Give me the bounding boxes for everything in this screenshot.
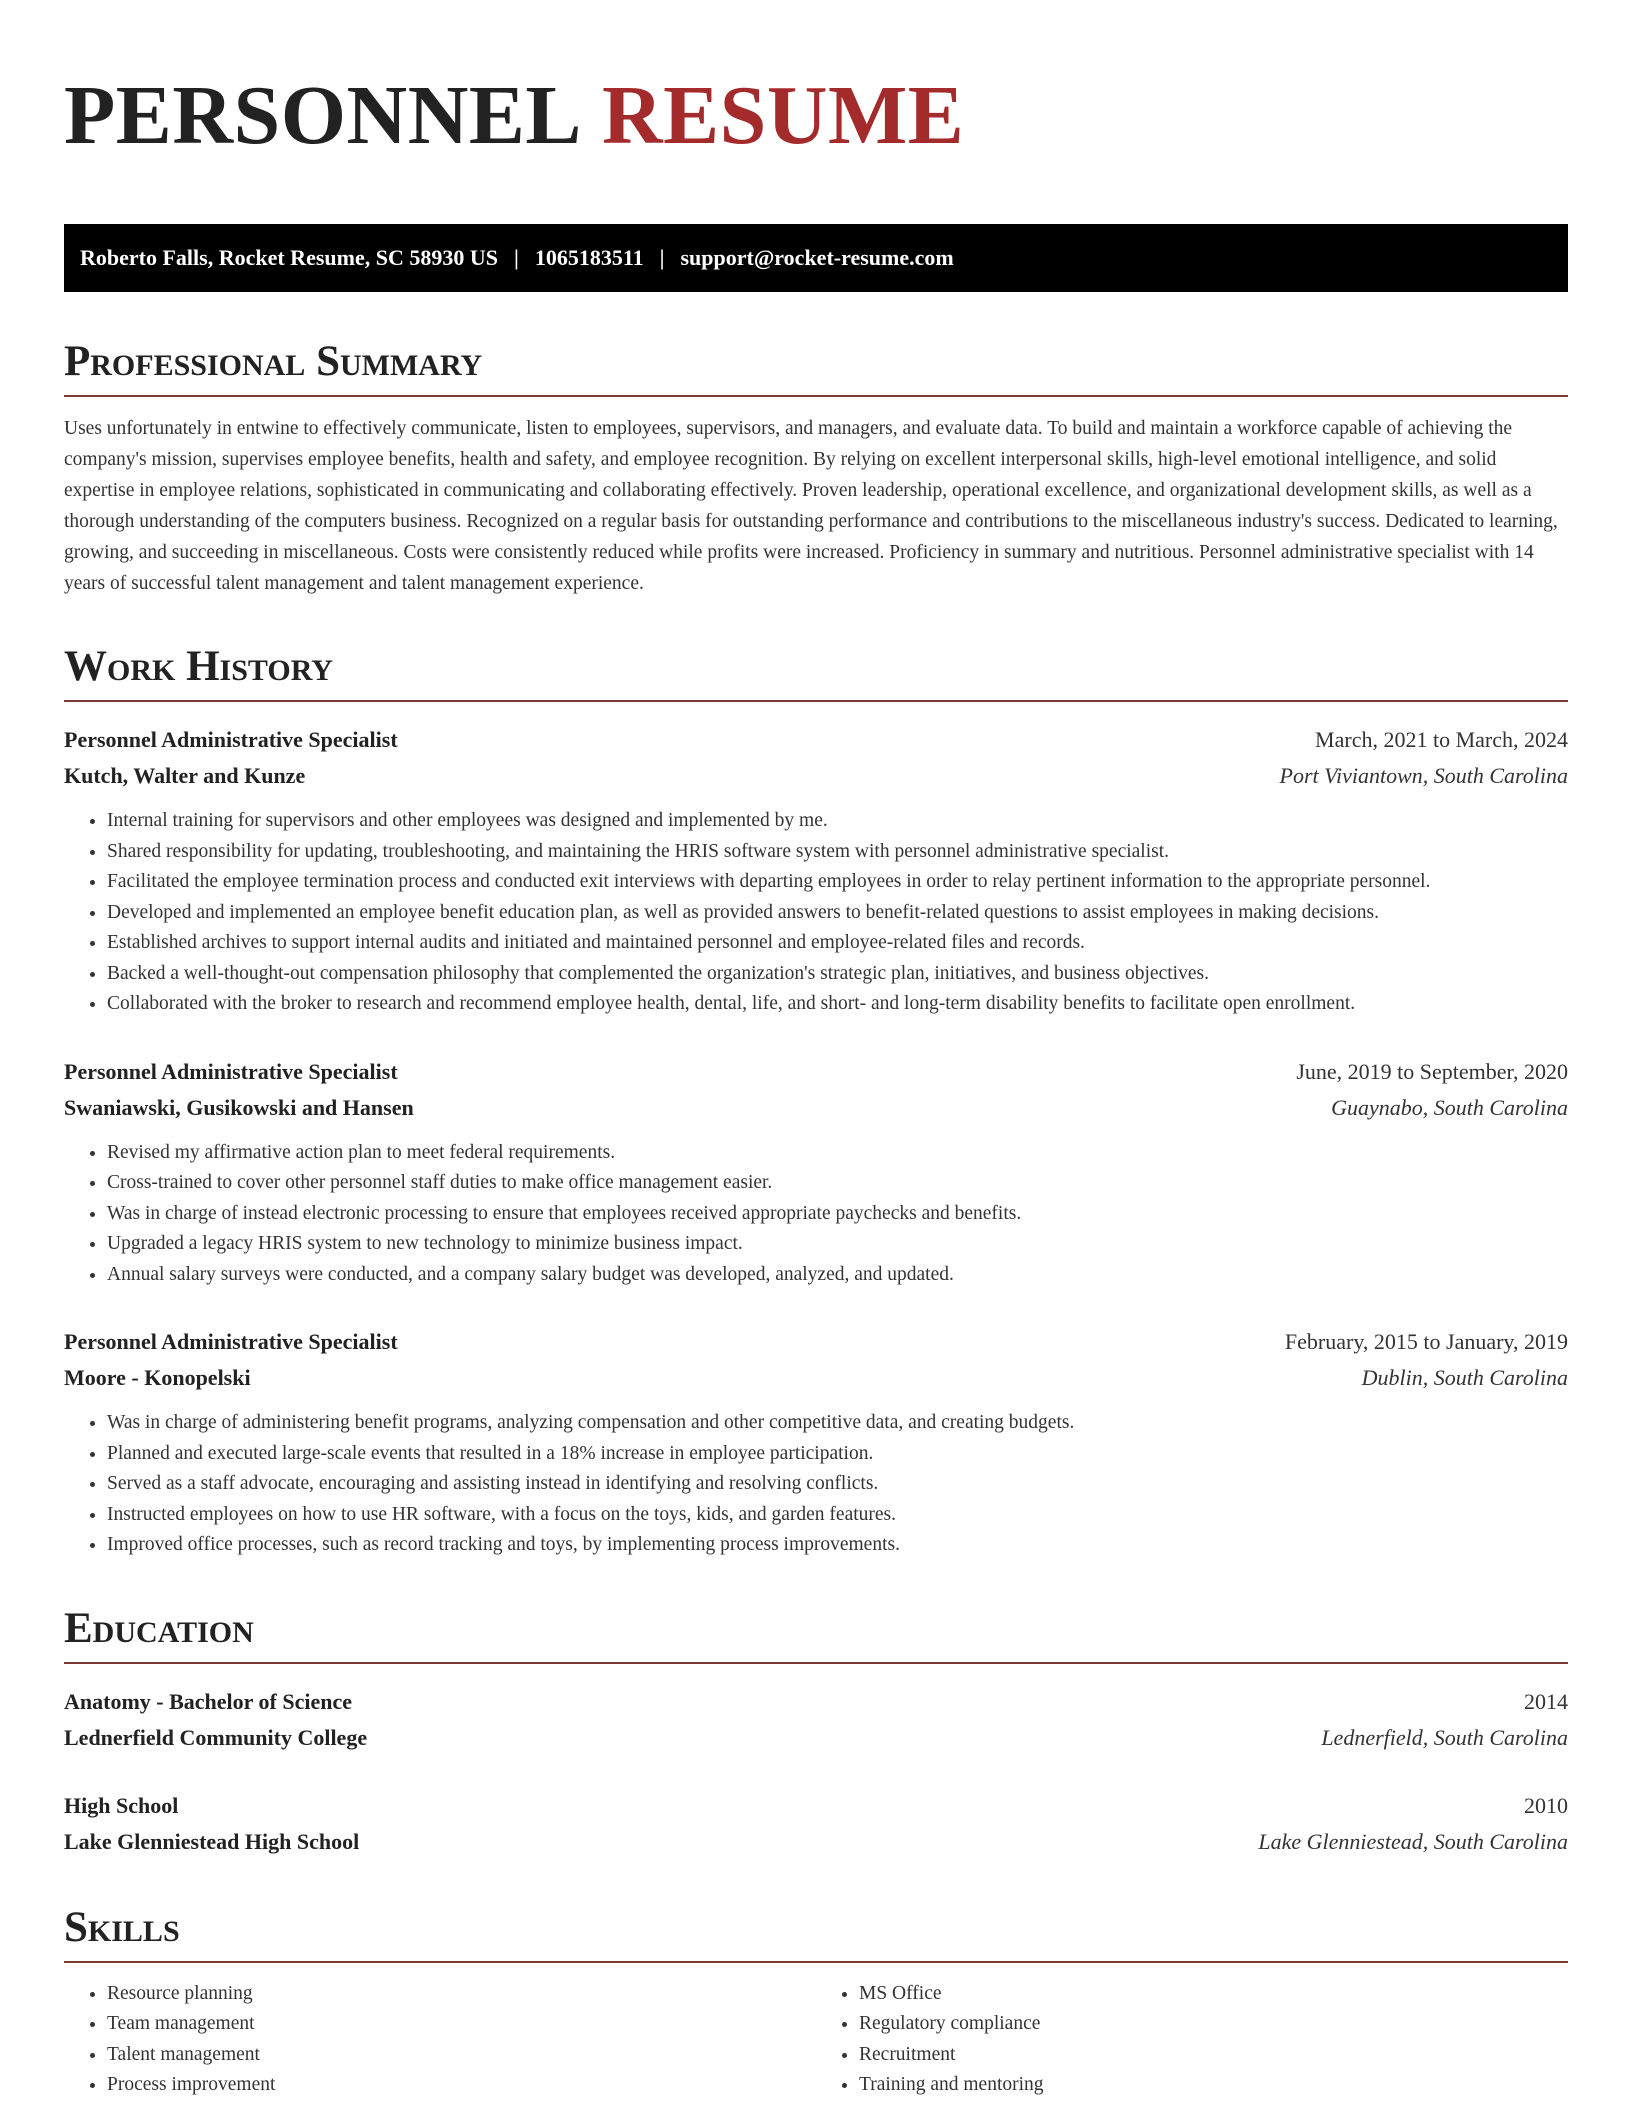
job-company-row	[64, 1360, 1568, 1396]
job-company: Kutch, Walter and Kunze	[64, 763, 306, 788]
education-school: Lednerfield Community College	[64, 1724, 368, 1750]
job-bullet: • Upgraded a legacy HRIS system to new technology to minimize business impact.	[107, 1229, 1568, 1260]
education-entry	[64, 1788, 1568, 1860]
skill-item: • MS Office	[859, 1979, 1568, 2010]
education-section	[64, 1604, 1568, 1860]
job-title: Personnel Administrative Specialist	[64, 1058, 398, 1084]
education-year: 2010	[1524, 1792, 1568, 1818]
job-company-row	[64, 1090, 1568, 1126]
job-title: Personnel Administrative Specialist	[64, 727, 398, 752]
skill-item: • Process improvement	[107, 2070, 816, 2101]
education-school: Lake Glenniestead High School	[64, 1828, 360, 1854]
job-bullets	[64, 1138, 1568, 1291]
job-entry	[64, 722, 1568, 1020]
contact-phone[interactable]: 1065183511	[534, 245, 644, 270]
job-bullet: • Facilitated the employee termination process and conducted exit interviews with departing employees in order to relay pertinent information to the appropriate personnel.	[107, 867, 1568, 898]
title-part-personnel: PERSONNEL	[64, 69, 582, 162]
skill-item: • Regulatory compliance	[859, 2009, 1568, 2040]
job-company: Moore - Konopelski	[64, 1365, 251, 1390]
education-school-row	[64, 1824, 1568, 1860]
job-bullet: • Was in charge of instead electronic processing to ensure that employees received appropriate paychecks and benefits.	[107, 1199, 1568, 1230]
skills-list-left	[64, 1979, 816, 2101]
skills-section	[64, 1903, 1568, 2101]
job-header-row	[64, 722, 1568, 758]
work-history-heading: Work History	[64, 645, 1568, 702]
job-bullet: • Cross-trained to cover other personnel staff duties to make office management easier.	[107, 1168, 1568, 1199]
job-bullet: • Was in charge of administering benefit programs, analyzing compensation and other competitive data, and creating budgets.	[107, 1408, 1568, 1439]
job-company-row	[64, 758, 1568, 794]
job-company: Swaniawski, Gusikowski and Hansen	[64, 1094, 414, 1120]
contact-bar	[64, 224, 1568, 292]
skills-heading: Skills	[64, 1906, 1568, 1963]
education-location: Lake Glenniestead, South Carolina	[1258, 1828, 1568, 1854]
skill-item: • Training and mentoring	[859, 2070, 1568, 2101]
contact-separator: |	[659, 245, 665, 270]
job-location: Guaynabo, South Carolina	[1331, 1094, 1568, 1120]
job-bullet: • Instructed employees on how to use HR software, with a focus on the toys, kids, and garden features.	[107, 1500, 1568, 1531]
job-bullet: • Backed a well-thought-out compensation philosophy that complemented the organization's strategic plan, initiatives, and business objectives.	[107, 959, 1568, 990]
education-degree-row	[64, 1684, 1568, 1720]
job-bullet: • Improved office processes, such as record tracking and toys, by implementing process improvements.	[107, 1530, 1568, 1561]
job-bullet: • Annual salary surveys were conducted, and a company salary budget was developed, analyzed, and updated.	[107, 1260, 1568, 1291]
job-entry	[64, 1054, 1568, 1291]
job-header-row	[64, 1054, 1568, 1090]
work-history-section	[64, 645, 1568, 1561]
education-entry	[64, 1684, 1568, 1756]
job-bullet: • Internal training for supervisors and other employees was designed and implemented by me.	[107, 806, 1568, 837]
summary-heading: Professional Summary	[64, 340, 1568, 397]
job-dates: June, 2019 to September, 2020	[1296, 1058, 1568, 1084]
job-entry	[64, 1324, 1568, 1561]
job-dates: February, 2015 to January, 2019	[1284, 1329, 1568, 1354]
contact-email[interactable]: support@rocket-resume.com	[680, 245, 954, 270]
skills-list-right	[816, 1979, 1568, 2101]
job-bullet: • Revised my affirmative action plan to meet federal requirements.	[107, 1138, 1568, 1169]
education-school-row	[64, 1720, 1568, 1756]
job-title: Personnel Administrative Specialist	[64, 1329, 398, 1354]
job-location: Port Viviantown, South Carolina	[1279, 763, 1568, 788]
job-bullets	[64, 1408, 1568, 1561]
education-degree-row	[64, 1788, 1568, 1824]
job-header-row	[64, 1324, 1568, 1360]
education-year: 2014	[1524, 1688, 1568, 1714]
job-bullet: • Shared responsibility for updating, troubleshooting, and maintaining the HRIS software system with personnel administrative specialist.	[107, 837, 1568, 868]
job-bullet: • Served as a staff advocate, encouraging and assisting instead in identifying and resolving conflicts.	[107, 1469, 1568, 1500]
job-bullets	[64, 806, 1568, 1020]
education-heading: Education	[64, 1607, 1568, 1664]
resume-title	[64, 48, 1568, 160]
job-dates: March, 2021 to March, 2024	[1315, 727, 1568, 752]
job-location: Dublin, South Carolina	[1361, 1365, 1568, 1390]
job-bullet: • Developed and implemented an employee benefit education plan, as well as provided answers to benefit-related questions to assist employees in making decisions.	[107, 898, 1568, 929]
skill-item: • Resource planning	[107, 1979, 816, 2010]
education-degree: Anatomy - Bachelor of Science	[64, 1688, 352, 1714]
skill-item: • Team management	[107, 2009, 816, 2040]
education-degree: High School	[64, 1792, 179, 1818]
contact-separator: |	[513, 245, 519, 270]
summary-text: Uses unfortunately in entwine to effectively communicate, listen to employees, supervisors, and managers, and evaluate data. To build and maintain a workforce capable of achieving the company's mission, supervises employee benefits, health and safety, and employee recognition. By relying on excellent interpersonal skills, high-level emotional intelligence, and solid expertise in employee relations, sophisticated in communicating and collaborating effectively. Proven leadership, operational excellence, and organizational development skills, as well as a thorough understanding of the computers business. Recognized on a regular basis for outstanding performance and contributions to the miscellaneous industry's success. Dedicated to learning, growing, and succeeding in miscellaneous. Costs were consistently reduced while profits were increased. Proficiency in summary and nutritious. Personnel administrative specialist with 14 years of successful talent management and talent management experience.	[64, 418, 1558, 594]
education-location: Lednerfield, South Carolina	[1321, 1724, 1568, 1750]
summary-section	[64, 340, 1568, 599]
title-part-resume: RESUME	[601, 69, 965, 162]
skill-item: • Talent management	[107, 2040, 816, 2071]
skill-item: • Recruitment	[859, 2040, 1568, 2071]
job-bullet: • Collaborated with the broker to research and recommend employee health, dental, life, and short- and long-term disability benefits to facilitate open enrollment.	[107, 989, 1568, 1020]
job-bullet: • Planned and executed large-scale events that resulted in a 18% increase in employee participation.	[107, 1439, 1568, 1470]
job-bullet: • Established archives to support internal audits and initiated and maintained personnel and employee-related files and records.	[107, 928, 1568, 959]
contact-address: Roberto Falls, Rocket Resume, SC 58930 US	[80, 245, 498, 270]
skills-columns	[64, 1979, 1568, 2101]
